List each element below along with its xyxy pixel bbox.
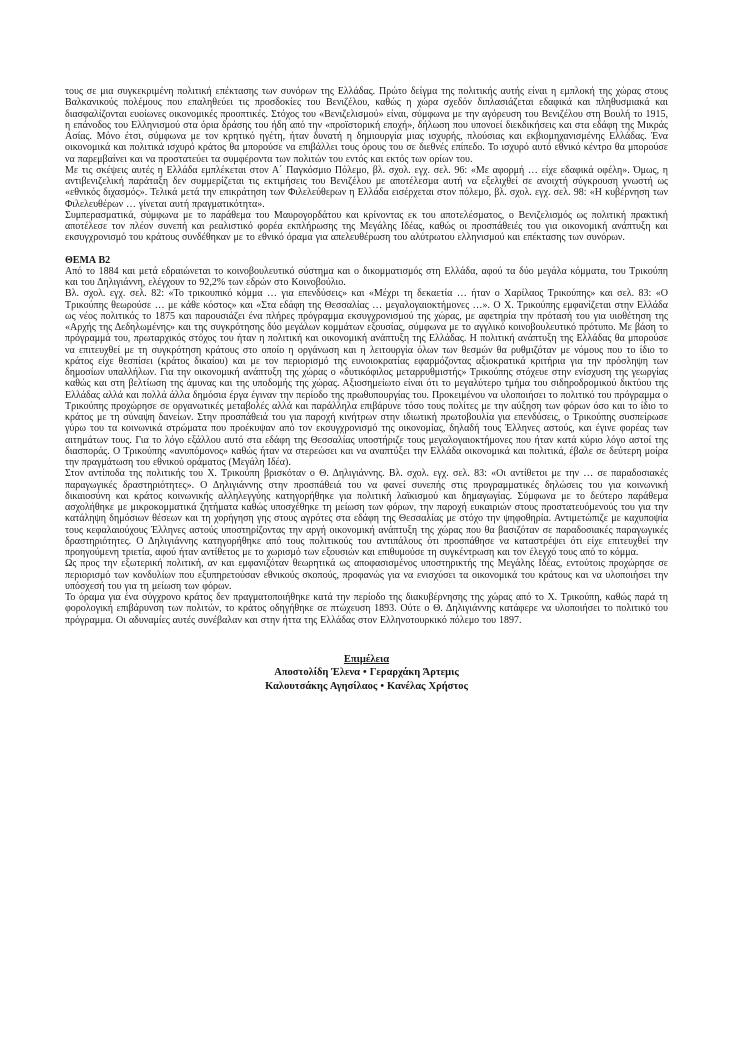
paragraph-venizelism-expansion: τους σε μια συγκεκριμένη πολιτική επέκτασης των συνόρων της Ελλάδας. Πρώτο δείγμα της πολιτικής αυτής είναι η εμπλοκή της χώρας στους Βαλκανικούς πολέμους που επαληθεύει τις προσδοκίες του Βενιζέλου, καθώς η χώρα σχεδόν διπλασιάζεται εδαφικά και πληθυσμιακά και διασφαλίζονται ευοίωνες οικονομικές προοπτικές. Στόχος του «Βενιζελισμού» είναι, σύμφωνα με την αγόρευση του Βενιζέλου στη Βουλή το 1915, η επάνοδος του Ελληνισμού στα όρια δράσης του ήδη από την «προϊστορική εποχή», δήλωση που υπονοεί διεκδικήσεις και στα εδάφη της Μικράς Ασίας. Μόνο έτσι, σύμφωνα με τον κρητικό ηγέτη, ήταν δυνατή η δημιουργία μιας ισχυρής, πλούσιας και εκβιομηχανισμένης Ελλάδας. Ένα οικονομικά και πολιτικά ισχυρό κράτος θα μπορούσε να επιβάλλει τους όρους του σε διεθνές επίπεδο. Το ισχυρό αυτό εθνικό κέντρο θα μπορούσε να παρεμβαίνει και να προστατεύει τα συμφέροντα των πολιτών του εντός και εκτός των ορίων του. [65, 86, 668, 165]
paragraph-foreign-policy: Ως προς την εξωτερική πολιτική, αν και εμφανιζόταν θεωρητικά ως αποφασισμένος υποστηρικτής της Μεγάλης Ιδέας, εντούτοις προχώρησε σε περιορισμό των κονδυλίων που εξυπηρετούσαν εθνικούς σκοπούς, προφανώς για να ενισχύσει τα οικονομικά του κράτους και να υλοποιήσει την υπόσχεσή του για τη μείωση των φόρων. [65, 558, 668, 592]
paragraph-outcome-1893-1897: Το όραμα για ένα σύγχρονο κράτος δεν πραγματοποιήθηκε κατά την περίοδο της διακυβέρνησης της χώρας από το Χ. Τρικούπη, καθώς παρά τη φορολογική επιβάρυνση των πολιτών, το κράτος οδηγήθηκε σε πτώχευση 1893. Ούτε ο Θ. Δηλιγιάννης κατάφερε να υλοποιήσει το πολιτικό του πρόγραμμα. Οι αδυναμίες αυτές συνέβαλαν και στην ήττα της Ελλάδας στον Ελληνοτουρκικό πόλεμο του 1897. [65, 592, 668, 626]
document-body [65, 86, 668, 693]
paragraph-trikoupis-program: Βλ. σχολ. εγχ. σελ. 82: «Το τρικουπικό κόμμα … για επενδύσεις» και «Μέχρι τη δεκαετία … ήταν ο Χαρίλαος Τρικούπης» και σελ. 83: «Ο Τρικούπης θεωρούσε … με κάθε κόστος» και «Στα εδάφη της Θεσσαλίας … μεγαλογαιοκτήμονες …». Ο Χ. Τρικούπης εμφανίζεται στην Ελλάδα ως νέος πολιτικός το 1875 και παρουσιάζει ένα πλήρες πρόγραμμα εκσυγχρονισμού της χώρας, με αφετηρία την πρότασή του για υιοθέτηση της «Αρχής της Δεδηλωμένης» και της συγκρότησης δύο μεγάλων κομμάτων εξουσίας, σύμφωνα με το αγγλικό κοινοβουλευτικό πρότυπο. Με βάση το πρόγραμμά του, πρωταρχικός στόχος του ήταν η πολιτική και οικονομική ανάπτυξη της Ελλάδας. Η πολιτική ανάπτυξη της Ελλάδας θα μπορούσε να επιτευχθεί με τη συγκρότηση κράτους στο οποίο η οργάνωση και η λειτουργία όλων των θεσμών θα ρυθμιζόταν με νόμους που το ίδιο το κράτος είχε θεσπίσει (κράτος δικαίου) και με τον περιορισμό της ευνοιοκρατίας εφαρμόζοντας αξιοκρατικά κριτήρια για την πρόσληψη των δημοσίων υπαλλήλων. Για την οικονομική ανάπτυξη της χώρας ο «δυτικόφιλος μεταρρυθμιστής» Τρικούπης στόχευε στην ενίσχυση της γεωργίας καθώς και στη βελτίωση της άμυνας και της υποδομής της χώρας. Αξιοσημείωτο είναι ότι το μεγαλύτερο τμήμα του σιδηροδρομικού δικτύου της Ελλάδας αλλά και πολλά άλλα δημόσια έργα έγιναν την περίοδο της πρωθυπουργίας του. Προκειμένου να υλοποιήσει το πολιτικό του πρόγραμμα ο Τρικούπης προχώρησε σε οργανωτικές μεταβολές αλλά και παράλληλα επιβάρυνε τόσο τους πολίτες με την αύξηση των φόρων όσο και το ίδιο το κράτος με τη σύναψη δανείων. Στην προσπάθειά του για παροχή κινήτρων στην ιδιωτική πρωτοβουλία για επενδύσεις, ο Τρικούπης συσπείρωσε γύρω του τα κοινωνικά στρώματα που προέκυψαν από τον εκσυγχρονισμό της οικονομίας, δηλαδή τους Έλληνες αστούς, και έγινε φορέας των αιτημάτων τους. Για το λόγο εξάλλου αυτό στα εδάφη της Θεσσαλίας υποστήριζε τους μεγαλογαιοκτήμονες που ήταν κατά κύριο λόγο αστοί της διασποράς. Ο Τρικούπης «ανυπόμονος» καθώς ήταν να στερεώσει και να αναπτύξει την Ελλάδα οικονομικά και πολιτικά, έβαλε σε δεύτερη μοίρα την πραγμάτωση του εθνικού οράματος (Μεγάλη Ιδέα). [65, 288, 668, 468]
credits-title: Επιμέλεια [343, 653, 390, 665]
credits-block [65, 653, 668, 694]
credits-line-1: Αποστολίδη Έλενα • Γεραρχάκη Άρτεμις [274, 667, 459, 679]
heading-thema-b2: ΘΕΜΑ Β2 [65, 254, 111, 266]
paragraph-conclusion-venizelism: Συμπερασματικά, σύμφωνα με το παράθεμα του Μαυρογορδάτου και κρίνοντας εκ του αποτελέσματος, ο Βενιζελισμός ως πολιτική πρακτική αποτέλεσε τον πλέον συνεπή και ρεαλιστικό φορέα εκπλήρωσης της Μεγάλης Ιδέας, καθώς οι προσπάθειές του για οικονομική ανάπτυξη και εκσυγχρονισμό του κράτους συνδέθηκαν με το εθνικό όραμα για απελευθέρωση του αλύτρωτου ελληνισμού και επέκτασης των συνόρων. [65, 209, 668, 244]
paragraph-ww1-national-schism: Με τις σκέψεις αυτές η Ελλάδα εμπλέκεται στον Α΄ Παγκόσμιο Πόλεμο, βλ. σχολ. εγχ. σελ. 96: «Με αφορμή … είχε εδαφικά οφέλη». Όμως, η αντιβενιζελική παράταξη δεν συμμερίζεται τις εκτιμήσεις του Βενιζέλου με αποτέλεσμα αυτή να εξελιχθεί σε ανοιχτή σύγκρουση γνωστή ως «εθνικός διχασμός». Τελικά μετά την επικράτηση των Φιλελεύθερων η Ελλάδα εισέρχεται στον πόλεμο, βλ. σχολ. εγχ. σελ. 98: «Η κυβέρνηση των Φιλελευθέρων … γίνεται αυτή πραγματικότητα». [65, 164, 668, 210]
paragraph-two-party-system: Από το 1884 και μετά εδραιώνεται το κοινοβουλευτικό σύστημα και ο δικομματισμός στη Ελλάδα, αφού τα δύο μεγάλα κόμματα, του Τρικούπη και του Δηλιγιάννη, ελέγχουν το 92,2% των εδρών στο Κοινοβούλιο. [65, 265, 668, 288]
paragraph-deligiannis-politics: Στον αντίποδα της πολιτικής του Χ. Τρικούπη βρισκόταν ο Θ. Δηλιγιάννης. Βλ. σχολ. εγχ. σελ. 83: «Οι αντίθετοι με την … σε παραδοσιακές παραγωγικές δραστηριότητες». Ο Δηλιγιάννης στην προσπάθειά του να φανεί συνεπής στις προγραμματικές δηλώσεις του για κοινωνική δικαιοσύνη και κράτος κοινωνικής αλληλεγγύης κατηγορήθηκε για πολιτική λαϊκισμού και δημαγωγίας. Σύμφωνα με το δεύτερο παράθεμα ασχολήθηκε με μικροκομματικά ζητήματα καθώς υποσχέθηκε τη μείωση των φόρων, την παροχή ευκαιριών στους προστατευόμενούς του για την κατάληψη δημόσιων θέσεων και τη χορήγηση γης στους αγρότες στα εδάφη της Θεσσαλίας με στόχο την ψηφοθηρία. Αντιμετώπιζε με καχυποψία τους κεφαλαιούχους Έλληνες αστούς υποστηρίζοντας την αργή οικονομική ανάπτυξη της χώρας που θα βασιζόταν σε παραδοσιακές παραγωγικές δραστηριότητες. Ο Δηλιγιάννης κατηγορήθηκε από τους πολιτικούς του αντιπάλους ότι προσπάθησε να καταστρέψει ότι είχε επιτευχθεί την προηγούμενη τριετία, αφού ήταν αντίθετος με το χωρισμό των εξουσιών και επιθυμούσε τη συγκέντρωση και τον έλεγχό τους από το κόμμα. [65, 468, 668, 558]
credits-line-2: Καλουτσάκης Αγησίλαος • Κανέλας Χρήστος [265, 680, 468, 692]
